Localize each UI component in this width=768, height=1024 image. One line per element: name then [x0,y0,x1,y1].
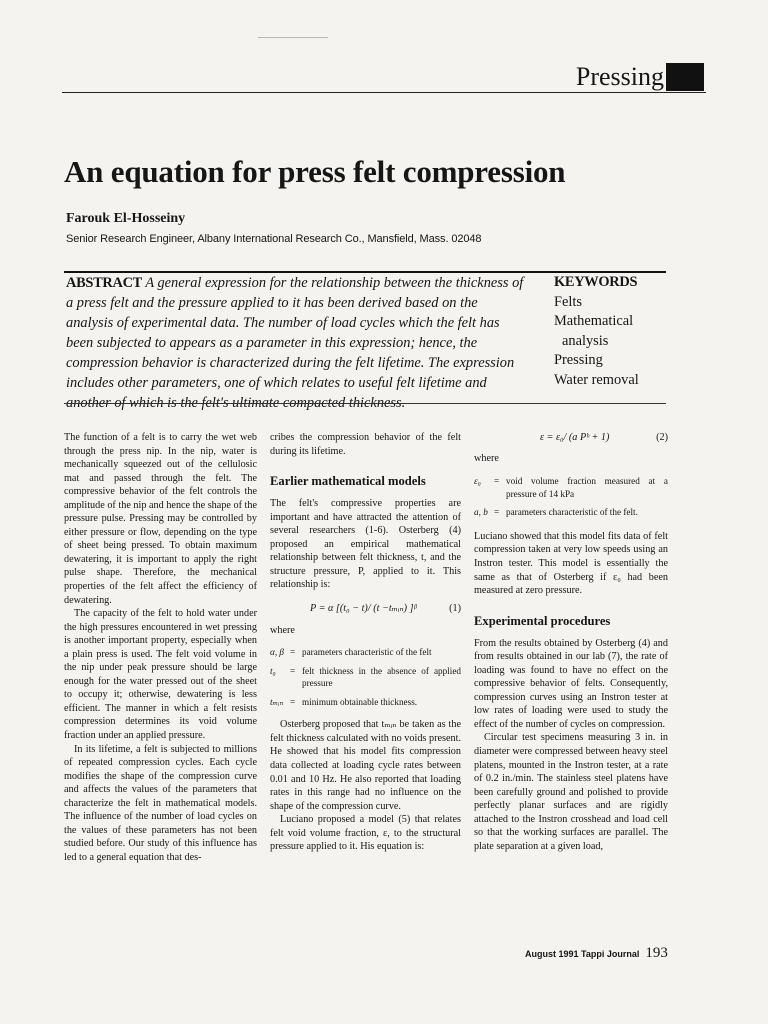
page-footer [525,945,668,962]
page-number: 193 [645,945,668,961]
keyword-item: Felts [554,293,582,310]
where-label: where [270,625,295,637]
equation-2-number: (2) [656,432,668,443]
symbol-definitions [270,646,461,708]
definition-equals: = [290,696,296,707]
where-label: where [474,452,499,464]
definition-text: void volume fraction measured at a pressure of 14 kPa [506,476,668,499]
definition-text: parameters characteristic of the felt. [506,507,638,518]
definition-row [474,506,668,519]
definition-equals: = [494,507,500,518]
section-rule [62,92,706,93]
equation-1 [270,602,461,616]
paragraph: The capacity of the felt to hold water under the high pressures encountered in wet pressing is another important property, especially when a plain press is used. The felt void volume in the nip under peak pressure should be large enough for the water pressed out of the sheet to occupy it; otherwise, dewatering is less efficient. The manner in which a felt resists compression determines its void volume fraction under an applied pressure. [64,608,257,742]
definition-equals: = [290,665,296,676]
abstract [66,273,536,413]
paragraph: In its lifetime, a felt is subjected to millions of repeated compression cycles. Each cycle modifies the shape of the compression curve and affects the values of the parameters that characterize the felt in mathematical models. The influence of the number of load cycles on the values of these parameters has not been studied before. Our study of this influence has led to a general equation that des- [64,743,257,863]
section-label: Pressing [575,62,664,91]
definition-row [270,665,461,690]
definition-equals: = [290,647,296,658]
keyword-item: Pressing [554,352,603,368]
definition-text: felt thickness in the absence of applied pressure [302,665,461,689]
definition-text: parameters characteristic of the felt [302,647,432,658]
equation-1-formula: P = α [(t₀ − t)/ (t −tₘᵢₙ) ]ᵝ [310,602,417,614]
keyword-item: Mathematical [554,313,634,329]
abstract-line: a press felt and the pressure applied to it has been derived based on the [66,295,478,311]
abstract-line: A general expression for the relationship between the thickness of [145,275,524,291]
paragraph: The function of a felt is to carry the wet web through the press nip. In the nip, water is mechanically squeezed out of the cellulosic mat and passed through the felt. The compressive behavior of the felt controls the amplitude of the nip and hence the shape of the pressure pulse. Pressing may be controlled by either pressure or flow, depending on the type of sheet being pressed. To obtain maximum dewatering, it is important to apply the right pulse shape. Therefore, the mechanical properties of the felt affect the efficiency of dewatering. [64,432,257,606]
paragraph: Luciano proposed a model (5) that relates felt void volume fraction, ε, to the structural pressure applied to it. His equation is: [270,814,461,853]
keyword-item: analysis [562,332,609,349]
definition-text: minimum obtainable thickness. [302,696,418,707]
paragraph: cribes the compression behavior of the felt during its lifetime. [270,432,461,457]
abstract-line: includes other parameters, one of which relates to useful felt lifetime and [66,375,487,391]
abstract-label: ABSTRACT [66,275,142,291]
abstract-line: compression behavior is characterized during the felt lifetime. The expression [66,355,515,371]
paragraph: Osterberg proposed that tₘᵢₙ be taken as the felt thickness calculated with no voids present. He showed that his model fits compression data collected at loading cycle rates between 0.01 and 10 Hz. He also reported that loading rates in this range had no influence on the shape of the compression curve. [270,719,461,812]
paragraph: Circular test specimens measuring 3 in. in diameter were compressed between heavy steel platens, mounted in the Instron tester, at a rate of 0.2 in./min. The stainless steel platens have been carefully ground and polished to provide perfectly planar surfaces and are rigidly attached to the Instron crosshead and load cell so that the working surfaces are parallel. The plate separation at a given load, [474,732,668,852]
abstract-line: been subjected to appears as a parameter in this expression; hence, the [66,335,478,351]
equation-2-formula: ε = ε₀/ (a Pᵇ + 1) [540,432,610,443]
body-column-3 [474,431,668,853]
definition-symbol: a, b [474,507,488,518]
abstract-bottom-rule [64,403,666,404]
definition-row [270,696,461,709]
definition-row [474,475,668,500]
keywords-box [554,273,639,390]
keyword-item: Water removal [554,371,639,388]
definition-symbol: tₘᵢₙ [270,696,284,707]
section-heading: Experimental procedures [474,613,611,628]
abstract-line: another of which is the felt's ultimate compacted thickness. [66,395,406,411]
journal-issue: August 1991 Tappi Journal [525,949,640,959]
symbol-definitions [474,475,668,519]
definition-equals: = [494,476,500,487]
definition-symbol: t₀ [270,665,276,676]
body-column-1 [64,431,257,865]
article-title: An equation for press felt compression [64,154,566,189]
body-column-2 [270,431,461,854]
abstract-line: analysis of experimental data. The number of load cycles which the felt has [66,315,500,331]
paragraph: From the results obtained by Osterberg (4) and from results obtained in our lab (7), the rate of loading was found to have no effect on the compressive behavior of felts. Consequently, compression curves using an Instron tester at low rates of loading were used to study the effect of the number of cycles on compression. [474,637,668,730]
section-marker-block [666,63,704,91]
definition-symbol: α, β [270,647,284,658]
keywords-heading: KEYWORDS [554,274,638,290]
author-affiliation: Senior Research Engineer, Albany International Research Co., Mansfield, Mass. 02048 [66,233,482,245]
definition-symbol: ε₀ [474,476,481,487]
paragraph: Luciano showed that this model fits data of felt compression taken at very low speeds using an Instron tester. This model is essentially the same as that of Osterberg if ε₀ had been measured at zero pressure. [474,530,668,597]
equation-1-number: (1) [449,602,461,614]
author-name: Farouk El-Hosseiny [66,211,186,226]
paragraph: The felt's compressive properties are important and have attracted the attention of several researchers (1-6). Osterberg (4) proposed an empirical mathematical relationship between felt thickness, t, and the structure pressure, P, applied to it. This relationship is: [270,498,461,591]
section-heading: Earlier mathematical models [270,474,426,489]
equation-2 [474,431,668,445]
section-header [576,62,704,92]
definition-row [270,646,461,659]
top-rule [258,37,328,38]
